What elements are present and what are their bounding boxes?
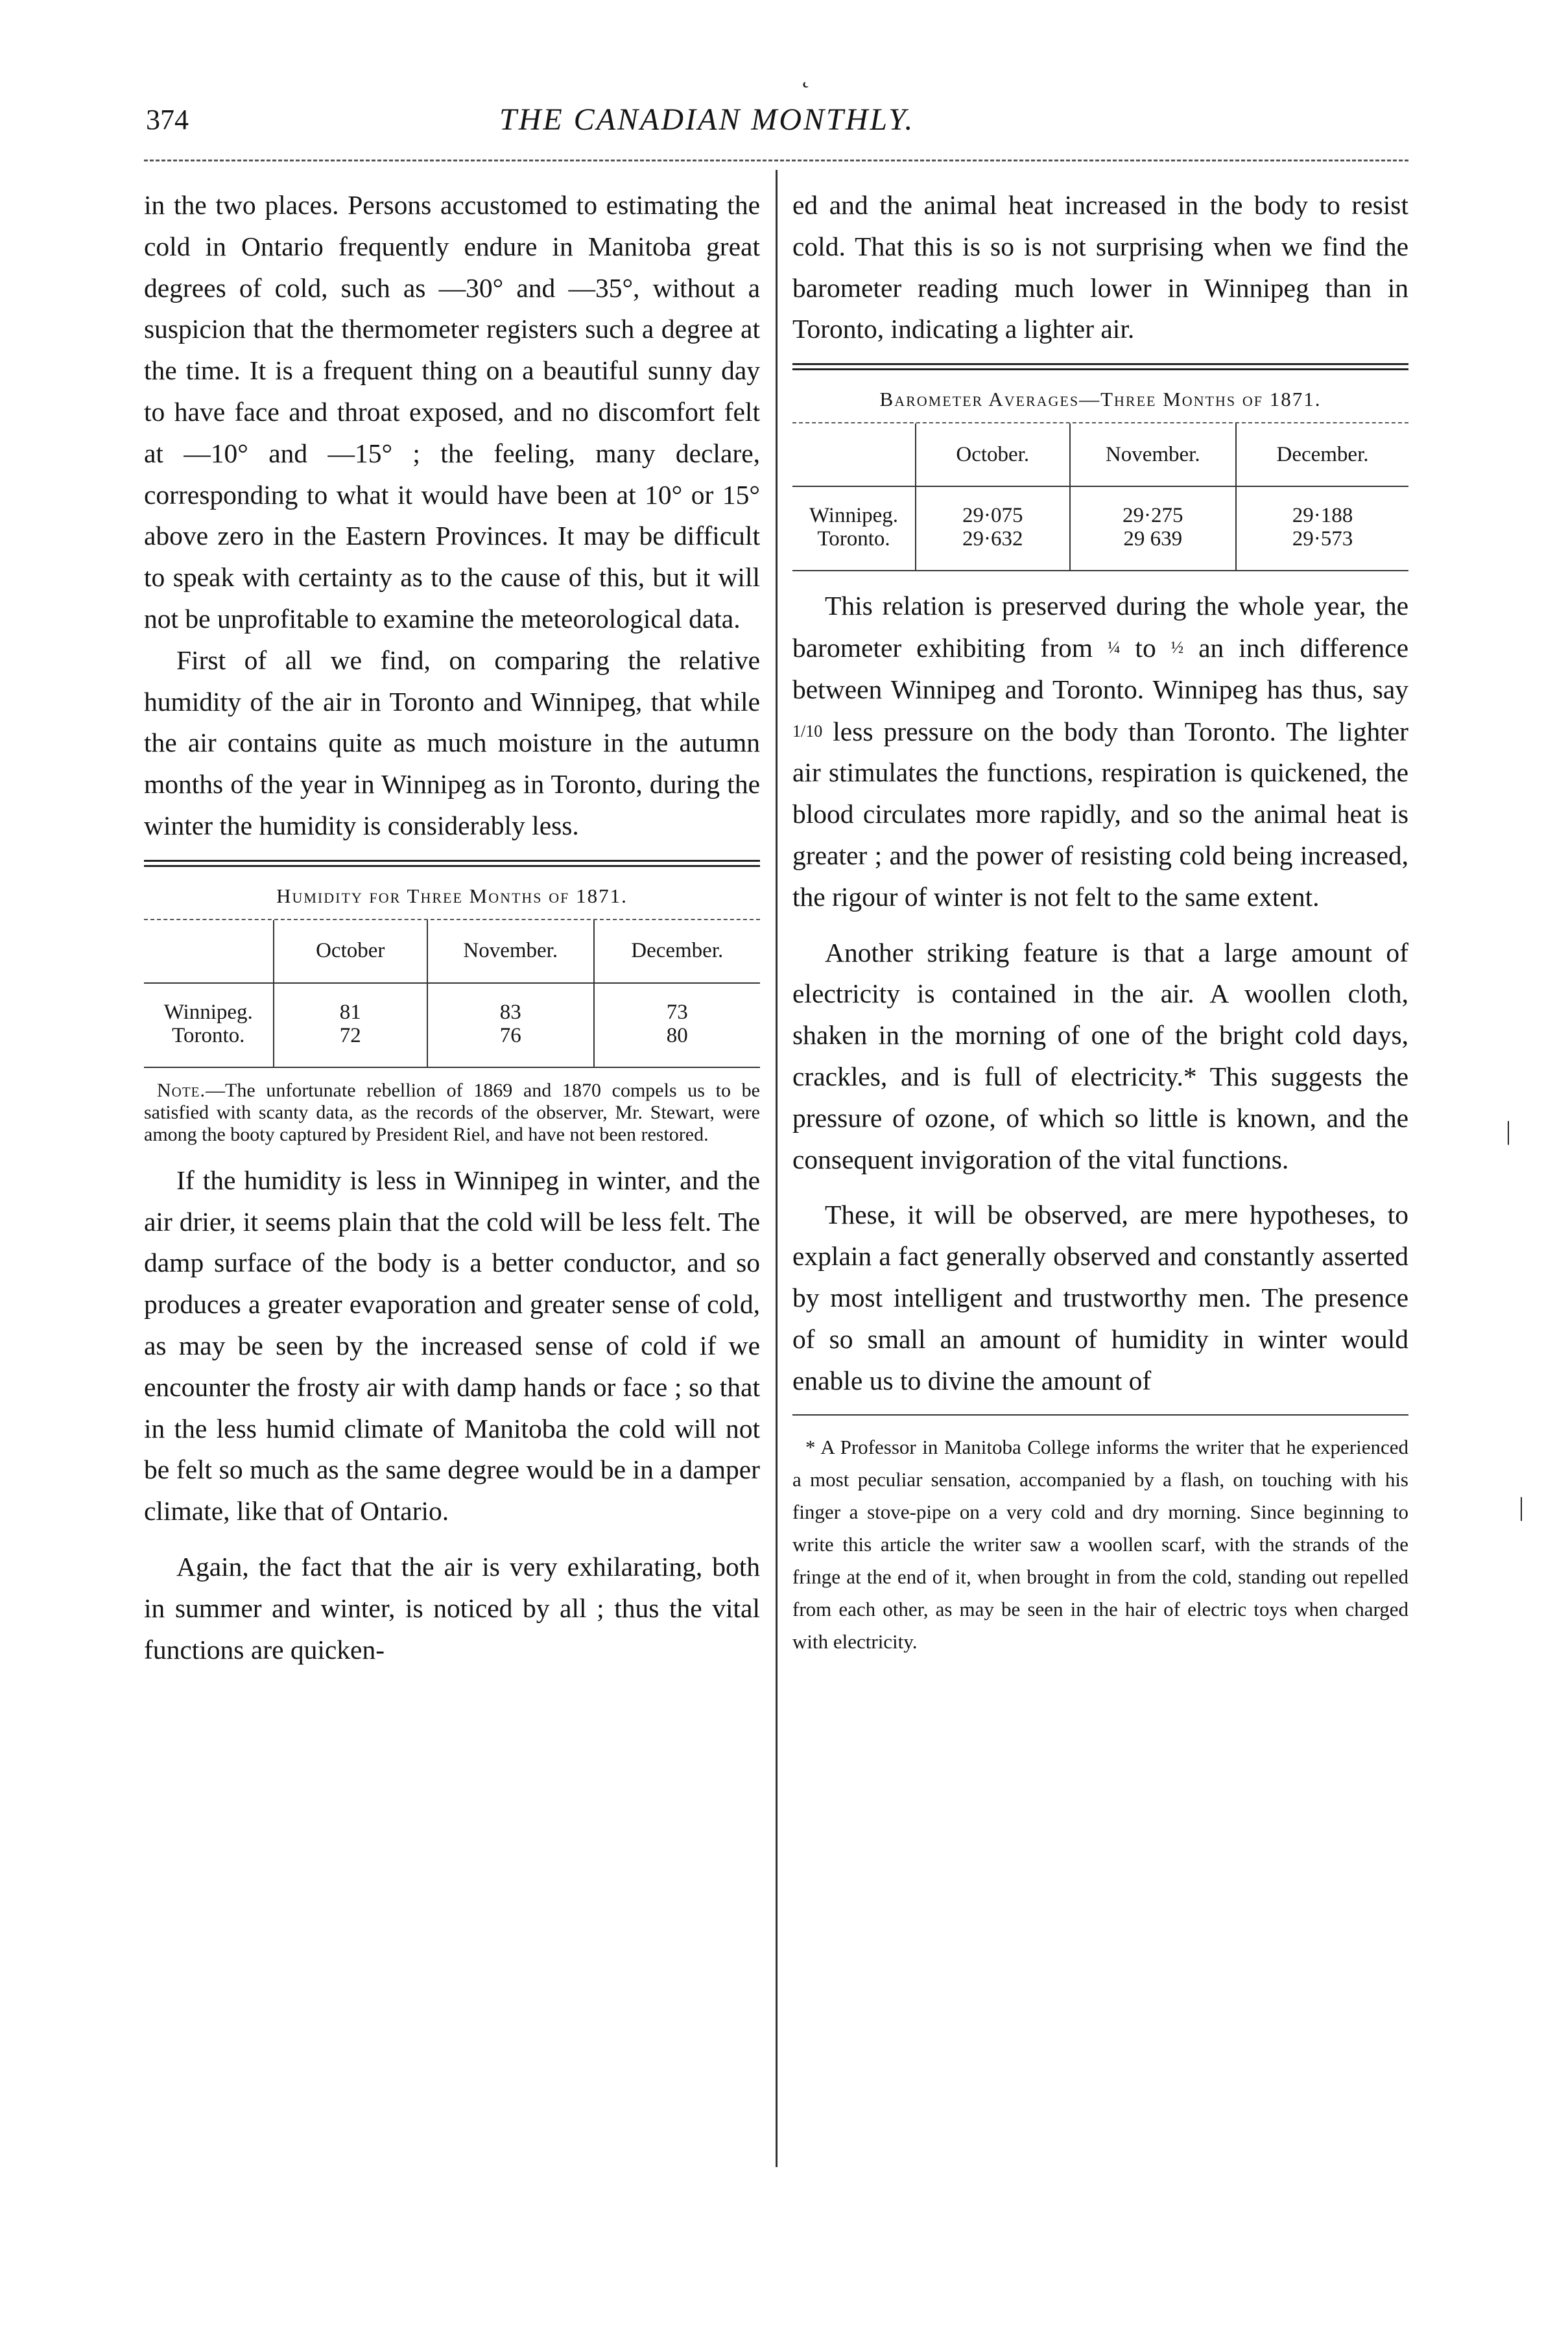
table-value: 29·573 (1292, 527, 1353, 551)
fraction-half: ½ (1170, 637, 1184, 657)
left-paragraph-4: Again, the fact that the air is very exhilarating, both in summer and winter, is noticed by all ; thus the vital functions are quicken- (144, 1551, 760, 1665)
note-label: Note. (157, 1079, 206, 1101)
scan-speck: ˛ (802, 59, 811, 88)
barometer-october-cell (916, 486, 1070, 570)
barometer-row-labels (792, 486, 916, 570)
table-top-rule (144, 860, 760, 867)
table-value: 83 (499, 1000, 521, 1024)
table-value: 29·632 (962, 527, 1023, 551)
table-value: 80 (666, 1023, 688, 1047)
left-paragraph-2: First of all we find, on comparing the relative humidity of the air in Toronto and Winnipeg, that while the air contains quite as much moisture in the autumn months of the year in Winnipeg as in Toronto, during the winter the humidity is considerably less. (144, 645, 760, 840)
scan-speck: | (1519, 1492, 1525, 1521)
table-value: 29·275 (1123, 504, 1183, 528)
table-value: 29·188 (1292, 504, 1353, 528)
humidity-table-caption: Humidity for Three Months of 1871. (276, 884, 628, 907)
humidity-header-december: December. (594, 920, 761, 983)
table-note (144, 1080, 760, 1146)
barometer-table-body-row (792, 486, 1408, 570)
humidity-table-header-row (144, 920, 760, 983)
table-value: 29·075 (962, 504, 1023, 528)
left-column (144, 185, 760, 1670)
right-paragraph-1: ed and the animal heat increased in the body to resist cold. That this is so is not surprising when we find the barometer reading much lower in Winnipeg than in Toronto, indicating a lighter air. (792, 190, 1408, 344)
humidity-header-november: November. (427, 920, 594, 983)
paragraph-text: This relation is preserved during the whole year, the barometer exhibiting from (792, 591, 1408, 663)
row-label-winnipeg: Winnipeg. (809, 504, 899, 528)
humidity-table-corner (144, 920, 274, 983)
barometer-table-caption: Barometer Averages—Three Months of 1871. (879, 388, 1322, 411)
footnote: * A Professor in Manitoba College informs the writer that he experienced a most peculiar sensation, accompanied by a flash, on touching with his finger a stove-pipe on a very cold and dry morning. Since beginning to write this article the writer saw a woollen scarf, with the strands of the fringe at the end of it, when brought in from the cold, standing out repelled from each other, as may be seen in the hair of electric toys when charged with electricity. (792, 1436, 1408, 1654)
barometer-header-december: December. (1236, 423, 1408, 486)
humidity-table-body-row (144, 983, 760, 1067)
footnote-rule (792, 1414, 1408, 1416)
table-value: 29 639 (1123, 527, 1183, 551)
paragraph-text: to (1120, 632, 1171, 663)
running-head (0, 97, 1568, 143)
barometer-table-corner (792, 423, 916, 486)
barometer-november-cell (1070, 486, 1237, 570)
humidity-november-cell (427, 983, 594, 1067)
table-top-rule (792, 363, 1408, 370)
table-value: 76 (499, 1023, 521, 1047)
journal-title: THE CANADIAN MONTHLY. (499, 102, 915, 137)
left-paragraph-3: If the humidity is less in Winnipeg in winter, and the air drier, it seems plain that the cold will be less felt. The damp surface of the body is a better conductor, and so produces a greater evaporation and greater sense of cold, as may be seen by the increased sense of cold if we encounter the frosty air with damp hands or face ; so that in the less humid climate of Manitoba the cold will not be felt so much as the same degree would be in a damper climate, like that of Ontario. (144, 1165, 760, 1526)
row-label-winnipeg: Winnipeg. (163, 1000, 253, 1024)
header-rule (144, 160, 1408, 161)
humidity-december-cell (594, 983, 761, 1067)
table-value: 81 (339, 1000, 361, 1024)
fraction-quarter: ¼ (1107, 637, 1121, 657)
fraction-tenth: 1/10 (792, 721, 823, 741)
column-divider (776, 170, 778, 2167)
humidity-header-october: October (274, 920, 428, 983)
note-text: —The unfortunate rebellion of 1869 and 1870 compels us to be satisfied with scanty data, as the records of the observer, Mr. Stewart, were among the booty captured by President Riel, and have not been restored. (144, 1079, 760, 1145)
row-label-toronto: Toronto. (172, 1023, 245, 1047)
scan-speck: | (1506, 1116, 1512, 1145)
right-paragraph-4: These, it will be observed, are mere hypotheses, to explain a fact generally observed and constantly asserted by most intelligent and trustworthy men. The presence of so small an amount of humidity in winter would enable us to divine the amount of (792, 1200, 1408, 1395)
barometer-december-cell (1236, 486, 1408, 570)
table-value: 72 (339, 1023, 361, 1047)
left-paragraph-1: in the two places. Persons accustomed to estimating the cold in Ontario frequently endure in Manitoba great degrees of cold, such as —30° and —35°, without a suspicion that the thermometer registers such a degree at the time. It is a frequent thing on a beautiful sunny day to have face and throat exposed, and no discomfort felt at —10° and —15° ; the feeling, many declare, corresponding to what it would have been at 10° or 15° above zero in the Eastern Provinces. It may be difficult to speak with certainty as to the cause of this, but it will not be unprofitable to examine the meteorological data. (144, 190, 760, 634)
humidity-october-cell (274, 983, 428, 1067)
barometer-table (792, 423, 1408, 570)
page-number: 374 (146, 104, 189, 136)
paragraph-text: less pressure on the body than Toronto. The lighter air stimulates the functions, respiration is quickened, the blood circulates more rapidly, and so the animal heat is greater ; and the power of resisting cold being increased, the rigour of winter is not felt to the same extent. (792, 716, 1408, 912)
barometer-header-october: October. (916, 423, 1070, 486)
right-paragraph-2 (792, 586, 1408, 918)
paragraph-text: an inch difference between Winnipeg and Toronto. Winnipeg has thus, say (792, 632, 1408, 704)
humidity-table (144, 920, 760, 1067)
humidity-row-labels (144, 983, 274, 1067)
table-bottom-rule (144, 1067, 760, 1068)
right-column (792, 185, 1408, 1658)
right-paragraph-3: Another striking feature is that a large amount of electricity is contained in the air. A woollen cloth, shaken in the morning of one of the bright cold days, crackles, and is full of electricity.* This suggests the pressure of ozone, of which so little is known, and the consequent invigoration of the vital functions. (792, 937, 1408, 1174)
row-label-toronto: Toronto. (817, 527, 890, 551)
barometer-table-header-row (792, 423, 1408, 486)
barometer-header-november: November. (1070, 423, 1237, 486)
table-value: 73 (666, 1000, 688, 1024)
